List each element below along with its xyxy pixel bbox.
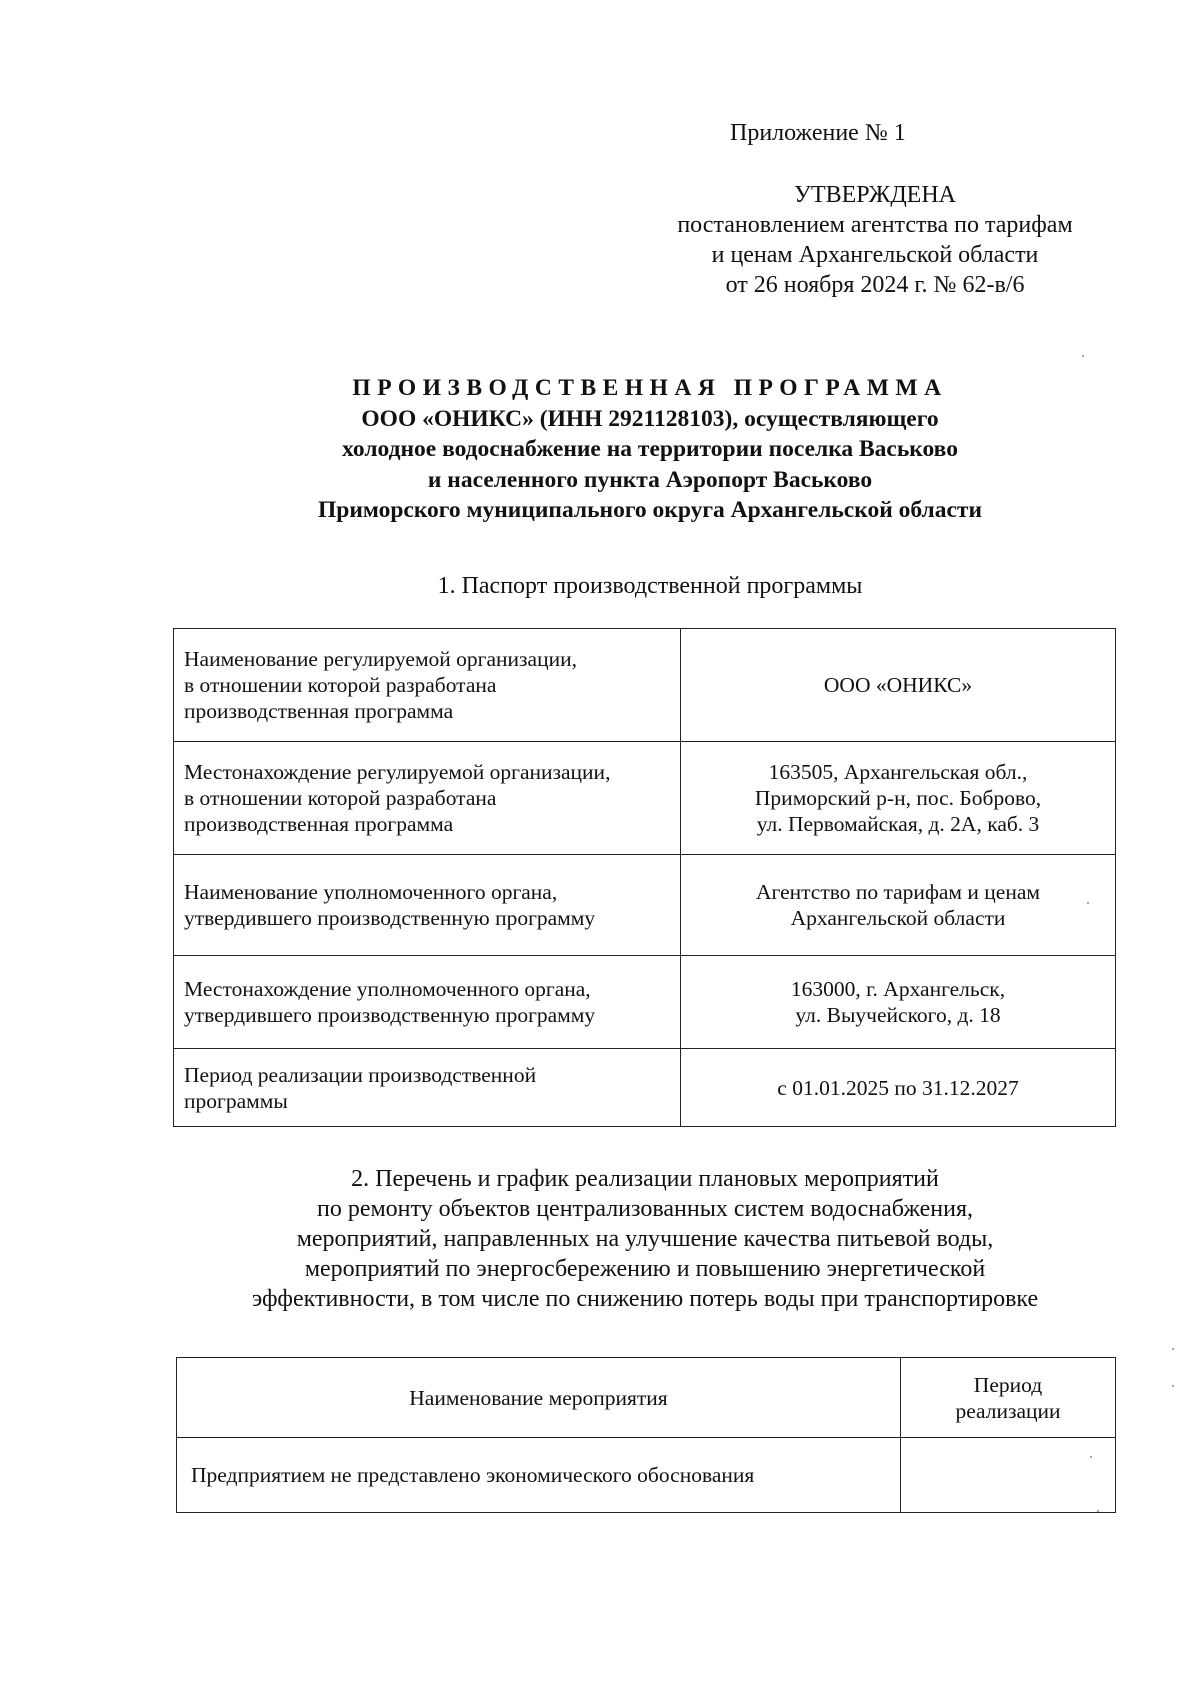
approval-stamp: [640, 180, 1110, 300]
scan-speck: [1172, 1348, 1174, 1350]
section2-heading-line: по ремонту объектов централизованных систем водоснабжения,: [316, 1196, 973, 1222]
passport-value: 163505, Архангельская обл., Приморский р-н, пос. Боброво, ул. Первомайская, д. 2А, каб. 3: [681, 742, 1116, 855]
passport-label: Период реализации производственной программы: [174, 1049, 681, 1127]
passport-value: 163000, г. Архангельск, ул. Выучейского, д. 18: [681, 956, 1116, 1049]
section1-heading: 1. Паспорт производственной программы: [437, 573, 863, 599]
passport-table: [173, 628, 1116, 1127]
title-line: холодное водоснабжение на территории поселка Васьково: [342, 436, 958, 462]
scan-speck: [1087, 902, 1089, 904]
section2-heading-line: мероприятий, направленных на улучшение качества питьевой воды,: [296, 1226, 994, 1252]
column-header-name: Наименование мероприятия: [177, 1358, 901, 1438]
scan-speck: [1082, 355, 1084, 357]
passport-row: [174, 1049, 1116, 1127]
passport-row: [174, 956, 1116, 1049]
annex-number: Приложение № 1: [730, 120, 906, 146]
scan-speck: [1090, 1456, 1092, 1458]
passport-label: Наименование уполномоченного органа, утвердившего производственную программу: [174, 855, 681, 956]
passport-label: Местонахождение регулируемой организации, в отношении которой разработана производственная программа: [174, 742, 681, 855]
passport-row: [174, 855, 1116, 956]
section2-heading: [170, 1164, 1120, 1314]
measures-table: [176, 1357, 1116, 1513]
passport-value: с 01.01.2025 по 31.12.2027: [681, 1049, 1116, 1127]
passport-value: ООО «ОНИКС»: [681, 629, 1116, 742]
column-header-period: Период реализации: [901, 1358, 1116, 1438]
approval-date-line: от 26 ноября 2024 г. № 62-в/6: [725, 272, 1025, 298]
approval-line: и ценам Архангельской области: [711, 242, 1039, 268]
section2-heading-line: эффективности, в том числе по снижению потерь воды при транспортировке: [251, 1286, 1039, 1312]
passport-row: [174, 742, 1116, 855]
measure-period: [901, 1438, 1116, 1513]
measures-row: [177, 1438, 1116, 1513]
document-title: [200, 373, 1100, 526]
title-line: ООО «ОНИКС» (ИНН 2921128103), осуществляющего: [361, 405, 939, 432]
section2-heading-line: 2. Перечень и график реализации плановых мероприятий: [351, 1166, 939, 1192]
scan-speck: [1172, 1385, 1174, 1387]
measures-header-row: [177, 1358, 1116, 1438]
title-line: Приморского муниципального округа Архангельской области: [317, 497, 982, 523]
passport-row: [174, 629, 1116, 742]
section2-heading-line: мероприятий по энергосбережению и повышению энергетической: [304, 1256, 986, 1282]
passport-value: Агентство по тарифам и ценам Архангельской области: [681, 855, 1116, 956]
passport-label: Местонахождение уполномоченного органа, утвердившего производственную программу: [174, 956, 681, 1049]
approval-line: УТВЕРЖДЕНА: [793, 182, 957, 208]
title-main: ПРОИЗВОДСТВЕННАЯ ПРОГРАММА: [352, 375, 948, 401]
measure-name: Предприятием не представлено экономического обоснования: [177, 1438, 901, 1513]
approval-line: постановлением агентства по тарифам: [677, 212, 1073, 238]
scan-speck: [1097, 1510, 1099, 1512]
title-line: и населенного пункта Аэропорт Васьково: [427, 466, 873, 493]
passport-label: Наименование регулируемой организации, в отношении которой разработана производственная программа: [174, 629, 681, 742]
